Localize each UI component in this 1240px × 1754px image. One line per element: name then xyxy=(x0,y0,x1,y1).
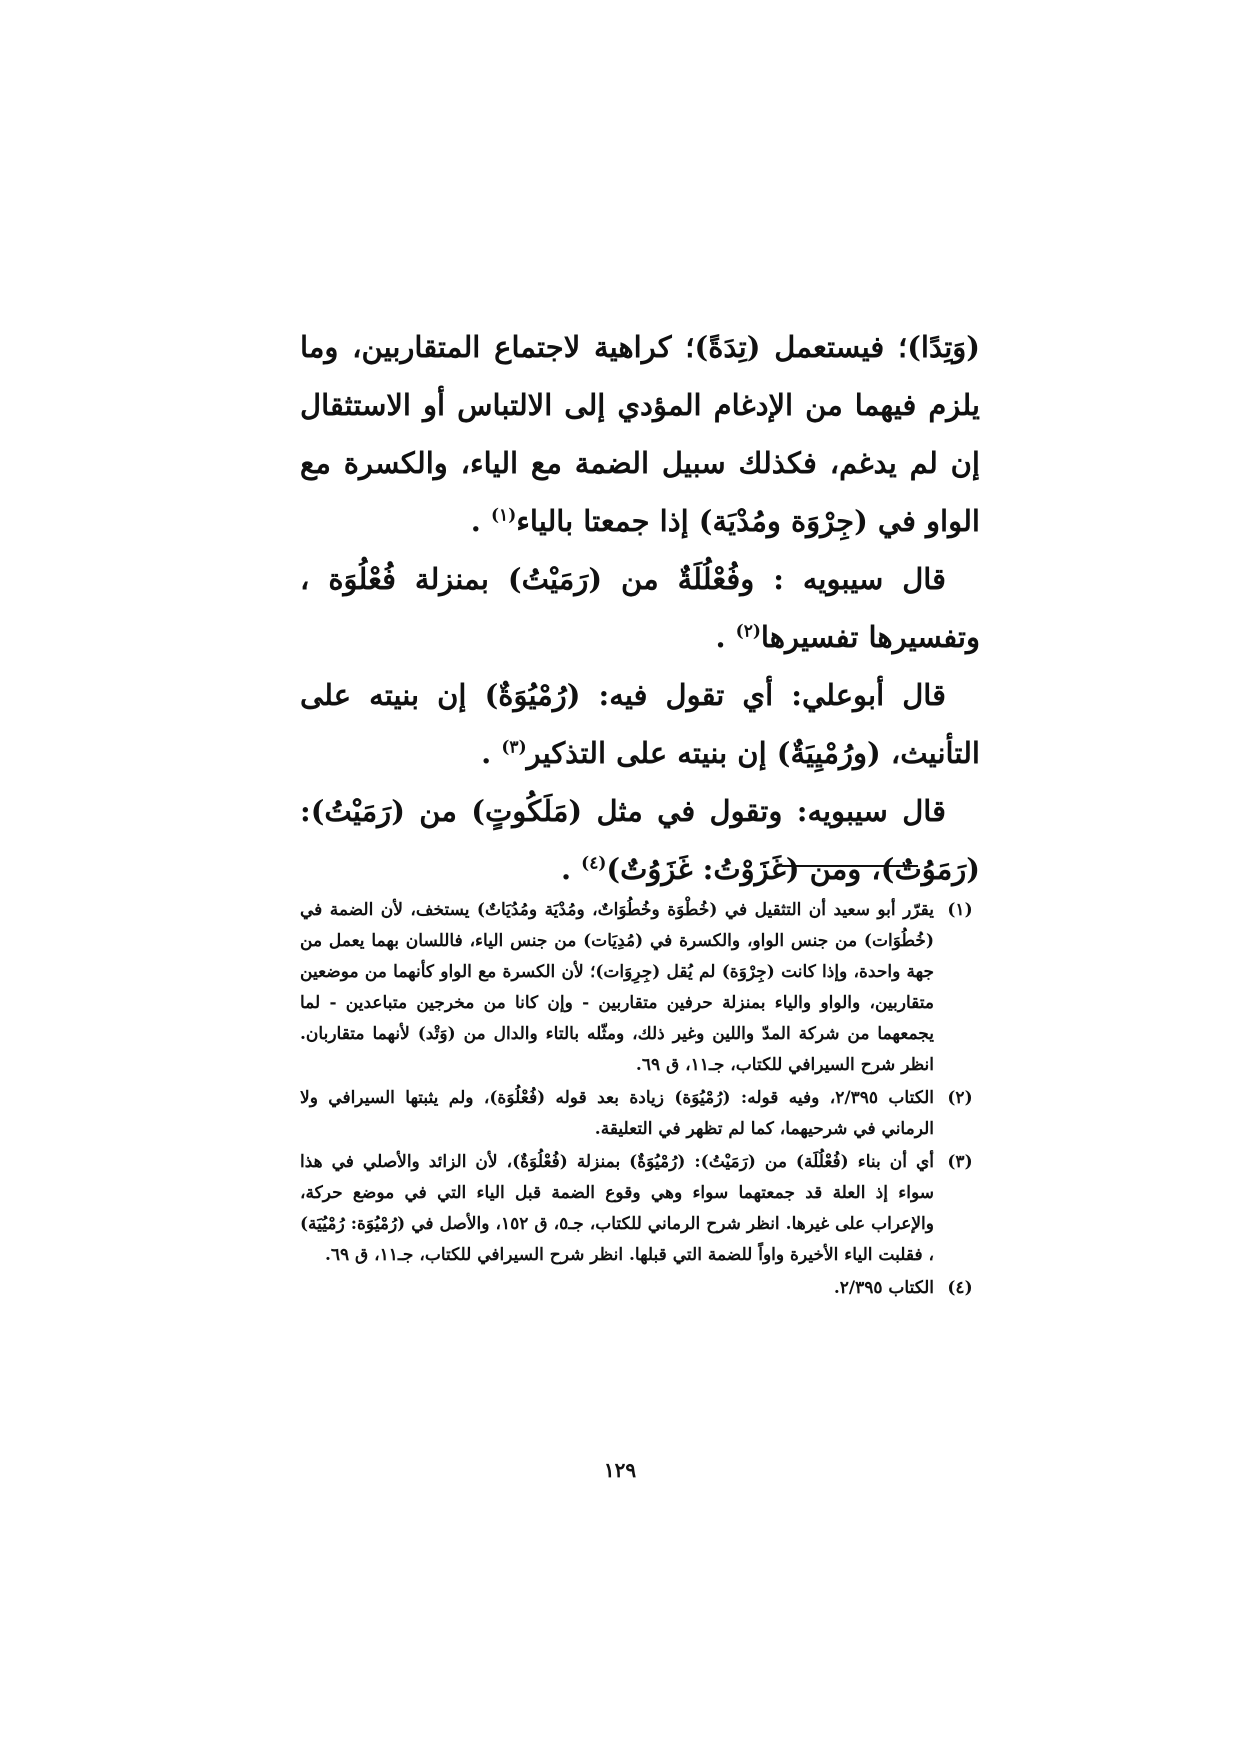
footnote-number: (٢) xyxy=(947,1088,973,1108)
paragraph-2-text: وفُعْلُلَةٌ من (رَمَيْتُ) بمنزلة فُعْلُوَة ، وتفسيرها تفسيرها xyxy=(300,562,980,654)
footnote-text: يقرّر أبو سعيد أن التثقيل في (خُطْوَة وخُطُوَاتٌ، ومُدْيَة ومُدُيَاتٌ) يستخف، لأن الضمة في (خُطُوَات) من جنس الواو، والكسرة في (مُدِيَات) من جنس الياء، فاللسان بهما يعمل من جهة واحدة، وإذا كانت (جِرْوَة) لم يُقل (جِرِوَات)؛ لأن الكسرة مع الواو كأنهما من موضعين متقاربين، والواو والياء بمنزلة حرفين متقاربين - وإن كانا من مخرجين متباعدين - لما يجمعهما من شركة المدّ واللين وغير ذلك، ومثّله بالتاء والدال من (وَتْد) لأنهما متقاربان. انظر شرح السيرافي للكتاب، جـ١١، ق ٦٩. xyxy=(300,900,934,1075)
footnote-item xyxy=(300,895,980,1081)
paragraph-3-text: قال أبوعلي: أي تقول فيه: (رُمْيُوَةٌ) إن بنيته على التأنيث، (ورُمْيِيَةٌ) إن بنيته على التذكير xyxy=(300,678,980,770)
footnote-text: أي أن بناء (فُعْلُلَة) من (رَمَيْتُ): (رُمْيُوَةٌ) بمنزلة (فُعْلُوَةٌ)، لأن الزائد والأصلي في هذا سواء إذ العلة قد جمعتهما سواء وهي وقوع الضمة قبل الياء التي في موضع حركة، والإعراب على غيرها. انظر شرح الرماني للكتاب، جـ٥، ق ١٥٢، والأصل في (رُمْيُوَة: رُمْيُيَة) ، فقلبت الياء الأخيرة واواً للضمة التي قبلها. انظر شرح السيرافي للكتاب، جـ١١، ق ٦٩. xyxy=(300,1152,934,1265)
footnote-ref-3: (٣) xyxy=(501,737,527,758)
footnote-ref-2: (٢) xyxy=(735,621,761,642)
paragraph-4: قال سيبويه: وتقول في مثل (مَلَكُوتٍ) من (رَمَيْتُ): (رَمَوُتٌ)، ومن (غَزَوْتُ: غَزَوُتٌ)$^{(٤)}$ . xyxy=(300,794,980,886)
footnotes-list xyxy=(300,895,980,1306)
speaker-label: قال سيبويه : xyxy=(773,562,946,596)
footnote-text: الكتاب ٢/٣٩٥، وفيه قوله: (رُمْيُوَة) زيادة بعد قوله (فُعْلُوَة)، ولم يثبتها السيرافي ولا الرماني في شرحيهما، كما لم تظهر في التعليقة. xyxy=(300,1088,934,1139)
paragraph-2: قال سيبويه : وفُعْلُلَةٌ من (رَمَيْتُ) بمنزلة فُعْلُوَة ، وتفسيرها تفسيرها$^{(٢)}$ . xyxy=(300,562,980,654)
main-text xyxy=(300,318,980,898)
paragraph-1-text: (وَتِدًا)؛ فيستعمل (تِدَةً)؛ كراهية لاجتماع المتقاربين، وما يلزم فيهما من الإدغام المؤدي إلى الالتباس أو الاستثقال إن لم يدغم، فكذلك سبيل الضمة مع الياء، والكسرة مع الواو في (جِرْوَة ومُدْيَة) إذا جمعتا بالياء xyxy=(300,330,980,538)
page-number: ١٢٩ xyxy=(603,1458,637,1482)
footnote-number: (٣) xyxy=(947,1152,973,1172)
paragraph-1: (وَتِدًا)؛ فيستعمل (تِدَةً)؛ كراهية لاجتماع المتقاربين، وما يلزم فيهما من الإدغام المؤدي إلى الالتباس أو الاستثقال إن لم يدغم، فكذلك سبيل الضمة مع الياء، والكسرة مع الواو في (جِرْوَة ومُدْيَة) إذا جمعتا بالياء$^{(١)}$ . xyxy=(300,330,980,538)
footnote-number: (١) xyxy=(947,900,973,920)
footnote-item xyxy=(300,1273,980,1304)
footnote-number: (٤) xyxy=(947,1278,973,1298)
footnote-item xyxy=(300,1083,980,1145)
footnote-ref-1: (١) xyxy=(491,505,517,526)
footnote-ref-4: (٤) xyxy=(581,853,607,874)
speaker-label: قال سيبويه: xyxy=(796,794,946,828)
paragraph-3: قال أبوعلي: أي تقول فيه: (رُمْيُوَةٌ) إن بنيته على التأنيث، (ورُمْيِيَةٌ) إن بنيته على التذكير$^{(٣)}$ . xyxy=(300,678,980,770)
footnote-text: الكتاب ٢/٣٩٥. xyxy=(833,1278,934,1298)
footnote-item xyxy=(300,1147,980,1271)
footnote-separator xyxy=(782,865,918,867)
paragraph-4-text: وتقول في مثل (مَلَكُوتٍ) من (رَمَيْتُ): (رَمَوُتٌ)، ومن (غَزَوْتُ: غَزَوُتٌ) xyxy=(300,794,980,886)
